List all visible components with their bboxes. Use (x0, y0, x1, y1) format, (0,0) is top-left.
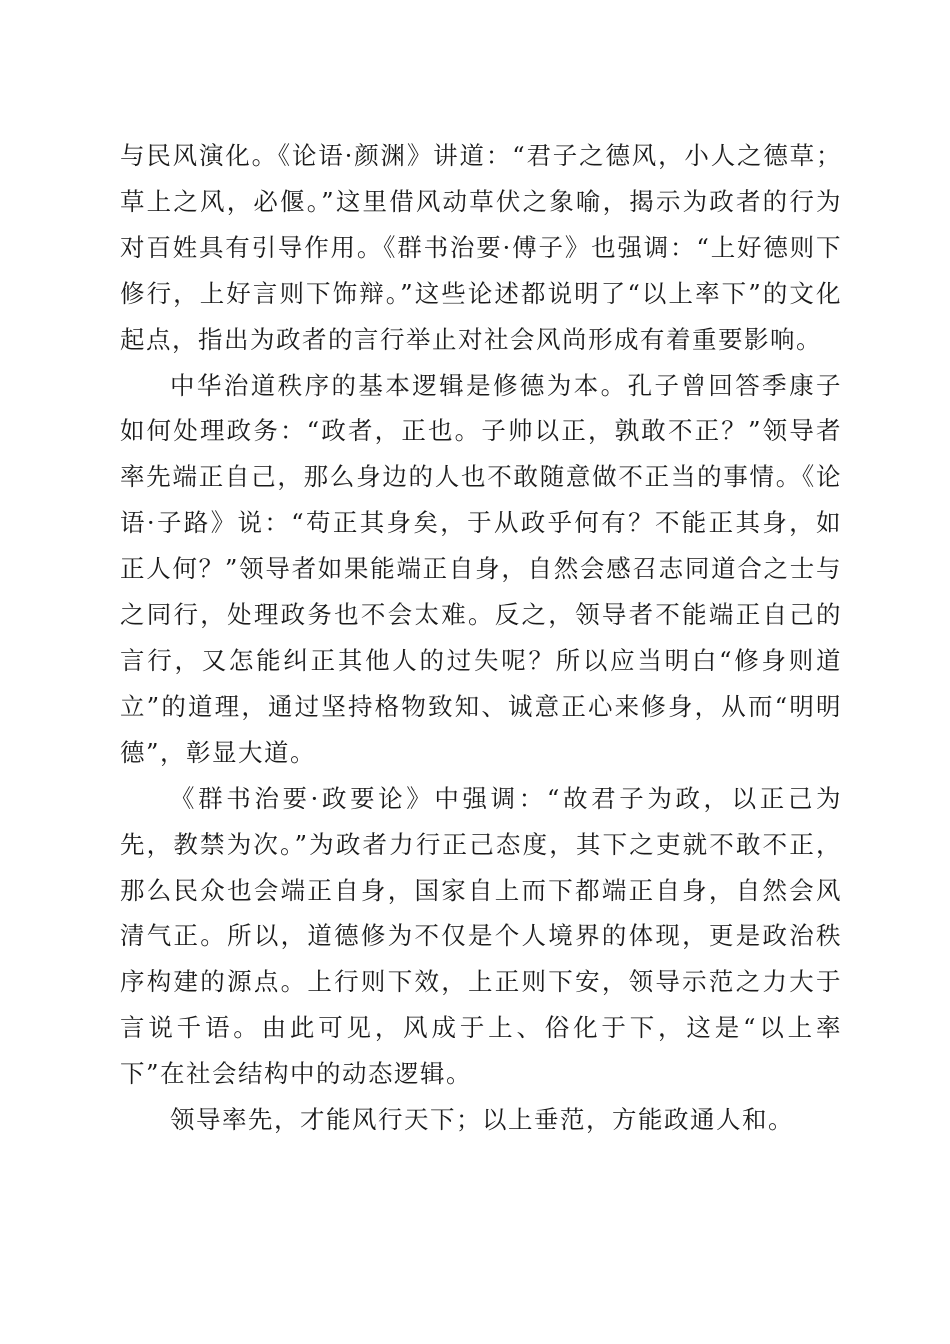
paragraph-continued: 与民风演化。《论语·颜渊》讲道：“君子之德风，小人之德草；草上之风，必偃。”这里借风动草伏之象喻，揭示为政者的行为对百姓具有引导作用。《群书治要·傅子》也强调：“上好德则下修行，上好言则下饰辩。”这些论述都说明了“以上率下”的文化起点，指出为政者的言行举止对社会风尚形成有着重要影响。 (120, 141, 842, 354)
paragraph: 《群书治要·政要论》中强调：“故君子为政，以正己为先，教禁为次。”为政者力行正己态度，其下之吏就不敢不正，那么民众也会端正自身，国家自上而下都端正自身，自然会风清气正。所以，道德修为不仅是个人境界的体现，更是政治秩序构建的源点。上行则下效，上正则下安，领导示范之力大于言说千语。由此可见，风成于上、俗化于下，这是“以上率下”在社会结构中的动态逻辑。 (120, 783, 842, 1089)
paragraph: 中华治道秩序的基本逻辑是修德为本。孔子曾回答季康子如何处理政务：“政者，正也。子帅以正，孰敢不正？”领导者率先端正自己，那么身边的人也不敢随意做不正当的事情。《论语·子路》说：“苟正其身矣，于从政乎何有？不能正其身，如正人何？”领导者如果能端正自身，自然会感召志同道合之士与之同行，处理政务也不会太难。反之，领导者不能端正自己的言行，又怎能纠正其他人的过失呢？所以应当明白“修身则道立”的道理，通过坚持格物致知、诚意正心来修身，从而“明明德”，彰显大道。 (120, 370, 842, 767)
document-body (120, 133, 842, 1143)
paragraph-closing: 领导率先，才能风行天下；以上垂范，方能政通人和。 (170, 1105, 794, 1135)
